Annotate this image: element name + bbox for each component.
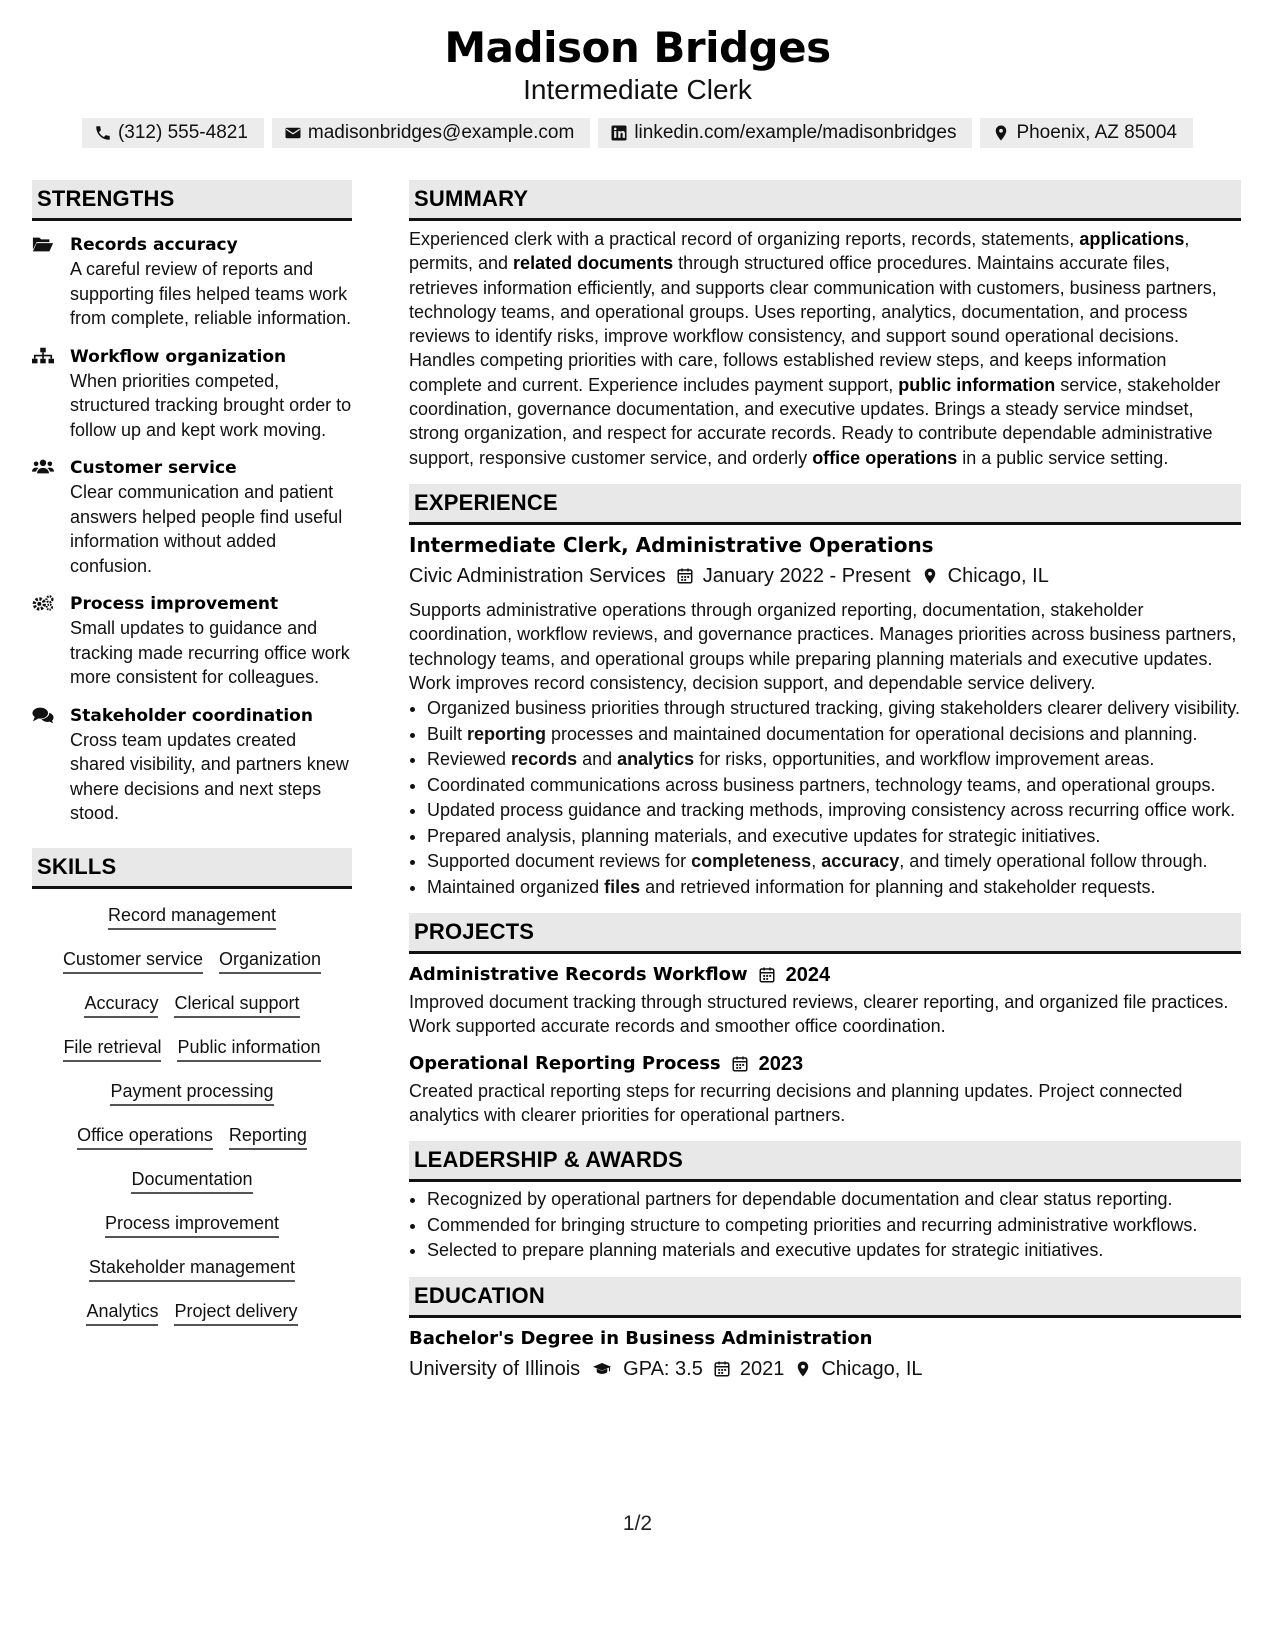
bold-keyword: reporting [467, 723, 547, 744]
skill-tag: Documentation [131, 1167, 252, 1194]
text-segment: through structured office procedures. Maintains accurate files, retrieves information efficiently, and supports clear communication with customers, business partners, technology teams, and operational groups. Uses reporting, analytics, documentation, and process reviews to identify risks, improve workflow consistency, and support sound operational decisions. Handles competing priorities with care, follows established review steps, and keeps information complete and current. Experience includes payment support, [409, 253, 1217, 395]
skills-list [32, 903, 352, 1326]
project-title: Administrative Records Workflow [409, 964, 748, 986]
leadership-bullet: • Commended for bringing structure to competing priorities and recurring administrative workflows. [427, 1214, 1241, 1238]
skill-tag: Record management [108, 903, 276, 930]
calendar-icon [676, 567, 694, 585]
education-section [409, 1277, 1241, 1383]
strength-title: Process improvement [70, 594, 279, 614]
leadership-bullets [409, 1188, 1241, 1263]
bold-keyword: public information [898, 374, 1056, 395]
gpa: GPA: 3.5 [623, 1357, 703, 1380]
text-segment: Supported document reviews for [427, 851, 692, 872]
skill-row [32, 1079, 352, 1106]
email-icon [284, 124, 302, 142]
skill-tag: Payment processing [110, 1079, 273, 1106]
bold-keyword: analytics [617, 749, 695, 770]
skill-tag: Project delivery [174, 1299, 297, 1326]
strengths-heading: STRENGTHS [32, 180, 352, 221]
strength-desc: A careful review of reports and supporting files helped teams work from complete, reliable information. [70, 259, 352, 328]
skill-row [32, 947, 352, 974]
bold-keyword: related documents [513, 253, 674, 274]
skill-tag: Analytics [86, 1299, 158, 1326]
strengths-list [32, 233, 352, 826]
skills-heading: SKILLS [32, 848, 352, 889]
skill-tag: Clerical support [174, 991, 299, 1018]
contact-phone[interactable] [82, 118, 264, 148]
job-description: Supports administrative operations through organized reporting, documentation, stakeholder coordination, workflow reviews, and governance practices. Manages priorities across business partners, technology teams, and operational groups while preparing planning materials and executive updates. Work improves record consistency, decision support, and dependable service delivery. [409, 599, 1237, 693]
contact-bar [0, 118, 1275, 148]
text-segment: Organized business priorities through structured tracking, giving stakeholders clearer delivery visibility. [427, 698, 1241, 719]
experience-heading: EXPERIENCE [409, 484, 1241, 525]
project-item [409, 962, 1241, 1039]
location-icon [794, 1360, 812, 1378]
skill-tag: Customer service [63, 947, 203, 974]
contact-email-text: madisonbridges@example.com [307, 122, 575, 143]
project-desc: Improved document tracking through structured reviews, clearer reporting, and organized file practices. Work supported accurate records and smoother office coordination. [409, 992, 1229, 1037]
contact-location [980, 118, 1193, 148]
graduation-cap-icon [590, 1360, 614, 1378]
education-heading: EDUCATION [409, 1277, 1241, 1318]
job-bullet [427, 825, 1241, 849]
skill-row [32, 1211, 352, 1238]
job-bullet [427, 748, 1241, 772]
text-segment: , [811, 851, 822, 872]
job-meta [409, 562, 1241, 590]
strength-title: Records accuracy [70, 235, 238, 255]
skill-tag: Public information [177, 1035, 320, 1062]
calendar-icon [731, 1055, 749, 1073]
bold-keyword: accuracy [821, 851, 900, 872]
text-segment: and [577, 749, 618, 770]
left-column [32, 180, 352, 1343]
leadership-bullet: • Selected to prepare planning materials and executive updates for strategic initiatives. [427, 1239, 1241, 1263]
contact-linkedin-text: linkedin.com/example/madisonbridges [634, 122, 957, 143]
right-column [409, 180, 1241, 1397]
summary-text [409, 227, 1241, 470]
experience-section [409, 484, 1241, 899]
text-segment: Maintained organized [427, 876, 605, 897]
text-segment: Built [427, 723, 468, 744]
text-segment: Updated process guidance and tracking methods, improving consistency across recurring office work. [427, 800, 1236, 821]
projects-heading: PROJECTS [409, 913, 1241, 954]
leadership-bullet: • Recognized by operational partners for dependable documentation and clear status reporting. [427, 1188, 1241, 1212]
strength-desc: Small updates to guidance and tracking made recurring office work more consistent for colleagues. [70, 618, 350, 687]
skill-row [32, 991, 352, 1018]
bold-keyword: completeness [691, 851, 812, 872]
strength-item [32, 345, 352, 443]
folder-open-icon [32, 235, 54, 253]
text-segment: for risks, opportunities, and workflow improvement areas. [694, 749, 1155, 770]
phone-icon [94, 124, 112, 142]
strength-item [32, 704, 352, 826]
location-icon [992, 124, 1010, 142]
graduation-year: 2021 [739, 1357, 785, 1380]
gears-icon [32, 594, 54, 612]
skill-row [32, 1299, 352, 1326]
text-segment: service, stakeholder coordination, governance documentation, and executive updates. Brings a steady service mindset, strong organization, and respect for accurate records. Ready to contribute dependable administrative support, responsive customer service, and orderly [409, 374, 1221, 468]
text-segment: processes and maintained documentation for operational decisions and planning. [546, 723, 1198, 744]
text-segment: Experienced clerk with a practical record of organizing reports, records, statements, [409, 229, 1080, 249]
strength-item [32, 233, 352, 331]
calendar-icon [758, 966, 776, 984]
skill-row [32, 1123, 352, 1150]
strength-title: Stakeholder coordination [70, 705, 313, 726]
strength-title: Customer service [70, 458, 237, 478]
projects-section [409, 913, 1241, 1127]
contact-email[interactable] [272, 118, 590, 148]
sitemap-icon [32, 347, 54, 365]
skill-row [32, 1035, 352, 1062]
text-segment: Reviewed [427, 749, 512, 770]
candidate-name: Madison Bridges [444, 23, 831, 72]
text-segment: , permits, and [409, 229, 1190, 274]
job-title: Intermediate Clerk, Administrative Operations [409, 532, 934, 557]
skill-tag: Accuracy [84, 991, 158, 1018]
skill-tag: File retrieval [63, 1035, 161, 1062]
strength-item [32, 592, 352, 690]
skill-tag: Process improvement [105, 1211, 279, 1238]
strength-desc: When priorities competed, structured tracking brought order to follow up and kept work moving. [70, 370, 352, 440]
strength-title: Workflow organization [70, 346, 287, 367]
page-number: 1/2 [622, 1512, 653, 1535]
project-desc: Created practical reporting steps for recurring decisions and planning updates. Project connected analytics with clearer priorities for operational partners. [409, 1080, 1183, 1126]
job-bullet [427, 723, 1241, 747]
text-segment: , and timely operational follow through. [899, 851, 1208, 872]
job-bullet [427, 799, 1241, 823]
skill-tag: Stakeholder management [89, 1255, 295, 1282]
skill-tag: Office operations [77, 1123, 213, 1150]
summary-heading: SUMMARY [409, 180, 1241, 221]
job-bullet [427, 850, 1241, 874]
text-segment: and retrieved information for planning and stakeholder requests. [640, 876, 1156, 897]
contact-location-text: Phoenix, AZ 85004 [1016, 122, 1178, 143]
strength-desc: Cross team updates created shared visibility, and partners knew where decisions and next steps stood. [70, 729, 349, 823]
linkedin-icon [610, 124, 628, 142]
summary-section [409, 180, 1241, 470]
text-segment: Coordinated communications across business partners, technology teams, and operational groups. [427, 774, 1216, 795]
job-bullet [427, 876, 1241, 900]
text-segment: in a public service setting. [957, 447, 1169, 468]
skill-row [32, 1167, 352, 1194]
contact-linkedin[interactable] [598, 118, 972, 148]
job-location: Chicago, IL [947, 564, 1049, 587]
skill-row [32, 1255, 352, 1282]
location-icon [921, 567, 939, 585]
project-title: Operational Reporting Process [409, 1052, 721, 1074]
skill-tag: Organization [219, 947, 321, 974]
users-icon [32, 458, 54, 476]
comments-icon [32, 706, 54, 724]
bold-keyword: records [511, 749, 578, 770]
project-item [409, 1051, 1241, 1128]
degree-title: Bachelor's Degree in Business Administration [409, 1327, 873, 1349]
school-name: University of Illinois [409, 1357, 581, 1380]
leadership-section [409, 1141, 1241, 1263]
calendar-icon [713, 1360, 731, 1378]
company-name: Civic Administration Services [409, 564, 666, 587]
job-bullet [427, 774, 1241, 798]
strength-desc: Clear communication and patient answers helped people find useful information without added confusion. [70, 482, 343, 576]
project-year: 2023 [758, 1052, 804, 1075]
job-bullets [409, 697, 1241, 899]
strength-item [32, 456, 352, 578]
bold-keyword: files [604, 876, 641, 897]
education-meta [409, 1355, 1241, 1383]
resume-header [0, 0, 1275, 148]
skill-tag: Reporting [229, 1123, 307, 1150]
job-bullet [427, 697, 1241, 721]
contact-phone-text: (312) 555-4821 [117, 122, 248, 143]
skill-row [32, 903, 352, 930]
bold-keyword: applications [1079, 229, 1185, 249]
education-location: Chicago, IL [821, 1357, 923, 1380]
candidate-title: Intermediate Clerk [523, 74, 752, 105]
text-segment: Prepared analysis, planning materials, and executive updates for strategic initiatives. [427, 825, 1101, 846]
job-dates: January 2022 - Present [702, 564, 911, 587]
leadership-heading: LEADERSHIP & AWARDS [409, 1141, 1241, 1182]
project-year: 2024 [785, 964, 831, 987]
bold-keyword: office operations [812, 447, 958, 468]
